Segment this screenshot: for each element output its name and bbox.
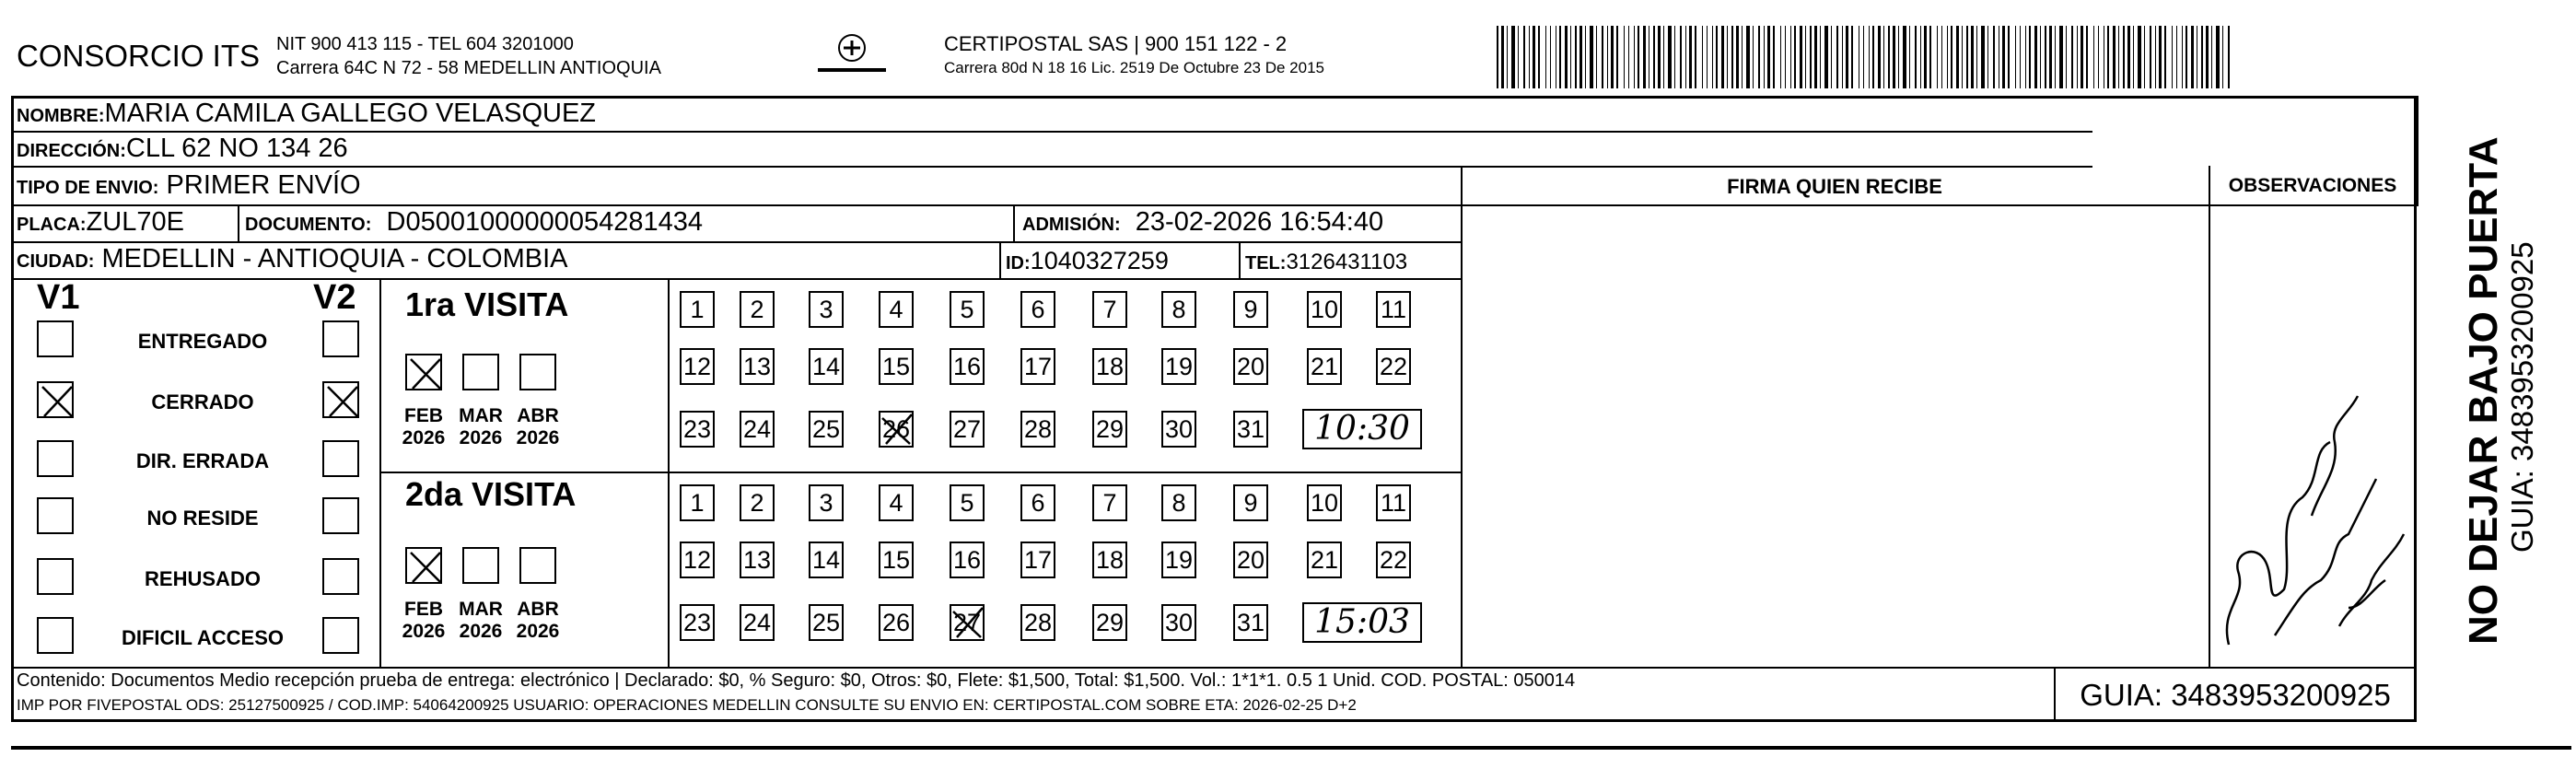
tipo-envio-value: PRIMER ENVÍO (166, 170, 361, 200)
ciudad-value: MEDELLIN - ANTIOQUIA - COLOMBIA (101, 244, 568, 274)
day-box[interactable]: 4 (879, 291, 914, 328)
day-box[interactable]: 28 (1020, 411, 1055, 448)
v2-checkbox[interactable] (322, 617, 359, 654)
day-box[interactable]: 4 (879, 484, 914, 521)
day-box[interactable]: 1 (680, 484, 715, 521)
day-box[interactable]: 18 (1092, 348, 1127, 385)
day-box[interactable]: 14 (809, 348, 844, 385)
day-box[interactable]: 2 (740, 484, 775, 521)
side-warning: NO DEJAR BAJO PUERTA (2461, 136, 2506, 645)
day-box[interactable]: 7 (1092, 484, 1127, 521)
month-label: ABR (517, 599, 559, 620)
day-box[interactable]: 10 (1307, 484, 1342, 521)
day-box[interactable]: 14 (809, 542, 844, 578)
month-year: 2026 (516, 427, 560, 448)
month-year: 2026 (459, 621, 503, 642)
barcode (1497, 26, 2233, 88)
day-box[interactable]: 8 (1161, 484, 1196, 521)
month-checkbox-abr[interactable] (519, 547, 556, 584)
month-label: FEB (404, 405, 443, 426)
tel-value: 3126431103 (1286, 250, 1408, 274)
day-box[interactable]: 19 (1161, 348, 1196, 385)
month-label: MAR (459, 405, 503, 426)
footer-content: Contenido: Documentos Medio recepción prueba de entrega: electrónico | Declarado: $0, % Seguro: $0, Otros: $0, Flete: $1,500, Total: $1,500. Vol.: 1*1*1. 0.5 1 Unid. COD. POSTAL: 050014 (17, 670, 1576, 691)
month-checkbox-mar[interactable] (462, 354, 499, 390)
v1-label: V1 (37, 278, 80, 317)
month-label: FEB (404, 599, 443, 620)
footer-print-info: IMP POR FIVEPOSTAL ODS: 25127500925 / COD.IMP: 54064200925 USUARIO: OPERACIONES MEDELLIN CONSULTE SU ENVIO EN: CERTIPOSTAL.COM SOBRE ETA: 2026-02-25 D+2 (17, 696, 1357, 714)
day-box[interactable]: 23 (680, 604, 715, 641)
v2-checkbox[interactable] (322, 558, 359, 595)
courier-name: CERTIPOSTAL SAS | 900 151 122 - 2 (944, 32, 1288, 55)
day-box[interactable]: 30 (1161, 604, 1196, 641)
day-box[interactable]: 17 (1020, 348, 1055, 385)
direccion-field: DIRECCIÓN:CLL 62 NO 134 26 (17, 134, 348, 163)
day-box[interactable]: 5 (950, 291, 985, 328)
day-box[interactable]: 6 (1020, 484, 1055, 521)
status-label: DIR. ERRADA (135, 449, 270, 472)
day-box[interactable]: 9 (1233, 291, 1268, 328)
month-checkbox-feb[interactable] (405, 354, 442, 390)
direccion-value: CLL 62 NO 134 26 (125, 134, 348, 163)
day-box[interactable]: 19 (1161, 542, 1196, 578)
day-box[interactable]: 16 (950, 348, 985, 385)
day-box[interactable]: 10 (1307, 291, 1342, 328)
visit1-title: 1ra VISITA (405, 285, 569, 323)
day-box[interactable]: 11 (1376, 291, 1411, 328)
day-box[interactable]: 26 (879, 604, 914, 641)
day-box[interactable]: 27 (950, 604, 985, 641)
admision-value: 23-02-2026 16:54:40 (1135, 207, 1384, 237)
handwritten-observation (2210, 332, 2413, 663)
month-checkbox-mar[interactable] (462, 547, 499, 584)
month-label: ABR (517, 405, 559, 426)
status-label: NO RESIDE (146, 507, 259, 530)
placa-field: PLACA:ZUL70E (17, 207, 184, 237)
day-box[interactable]: 30 (1161, 411, 1196, 448)
day-box[interactable]: 27 (950, 411, 985, 448)
day-box[interactable]: 22 (1376, 542, 1411, 578)
day-box[interactable]: 3 (809, 484, 844, 521)
v1-checkbox[interactable] (37, 497, 74, 534)
v2-checkbox[interactable] (322, 381, 359, 418)
day-box[interactable]: 13 (740, 348, 775, 385)
v2-label: V2 (313, 278, 356, 317)
id-value: 1040327259 (1030, 247, 1169, 274)
day-box[interactable]: 18 (1092, 542, 1127, 578)
day-box[interactable]: 17 (1020, 542, 1055, 578)
day-box[interactable]: 31 (1233, 604, 1268, 641)
bottom-rule (11, 746, 2571, 750)
day-box[interactable]: 8 (1161, 291, 1196, 328)
day-box[interactable]: 21 (1307, 348, 1342, 385)
day-box[interactable]: 25 (809, 411, 844, 448)
company-name: CONSORCIO ITS (17, 39, 261, 73)
day-box[interactable]: 20 (1233, 542, 1268, 578)
v2-checkbox[interactable] (322, 320, 359, 357)
status-label: DIFICIL ACCESO (121, 626, 284, 649)
visit2-title: 2da VISITA (405, 475, 577, 513)
tipo-envio-field: TIPO DE ENVIO: PRIMER ENVÍO (17, 170, 361, 200)
v1-checkbox[interactable] (37, 320, 74, 357)
day-box[interactable]: 15 (879, 542, 914, 578)
month-checkbox-abr[interactable] (519, 354, 556, 390)
month-year: 2026 (402, 427, 446, 448)
day-box[interactable]: 12 (680, 542, 715, 578)
company-address: Carrera 64C N 72 - 58 MEDELLIN ANTIOQUIA (276, 58, 661, 78)
day-box[interactable]: 20 (1233, 348, 1268, 385)
day-box[interactable]: 24 (740, 411, 775, 448)
day-box[interactable]: 5 (950, 484, 985, 521)
day-box[interactable]: 7 (1092, 291, 1127, 328)
nombre-field: NOMBRE:MARIA CAMILA GALLEGO VELASQUEZ (17, 99, 597, 128)
certipostal-logo (810, 31, 893, 81)
tel-field: TEL:3126431103 (1245, 250, 1408, 274)
company-nit: NIT 900 413 115 - TEL 604 3201000 (276, 34, 574, 54)
day-box[interactable]: 28 (1020, 604, 1055, 641)
v1-checkbox[interactable] (37, 617, 74, 654)
handwritten-time: 15:03 (1302, 602, 1422, 643)
v1-checkbox[interactable] (37, 381, 74, 418)
month-year: 2026 (516, 621, 560, 642)
month-year: 2026 (402, 621, 446, 642)
day-box[interactable]: 21 (1307, 542, 1342, 578)
observaciones-header: OBSERVACIONES (2228, 175, 2397, 196)
day-box[interactable]: 29 (1092, 604, 1127, 641)
nombre-value: MARIA CAMILA GALLEGO VELASQUEZ (104, 99, 597, 128)
day-box[interactable]: 2 (740, 291, 775, 328)
firma-header: FIRMA QUIEN RECIBE (1727, 175, 1942, 198)
placa-value: ZUL70E (86, 207, 184, 237)
day-box[interactable]: 3 (809, 291, 844, 328)
day-box[interactable]: 13 (740, 542, 775, 578)
day-box[interactable]: 22 (1376, 348, 1411, 385)
status-label: ENTREGADO (137, 330, 268, 353)
day-box[interactable]: 29 (1092, 411, 1127, 448)
month-year: 2026 (459, 427, 503, 448)
documento-value: D05001000000054281434 (386, 207, 704, 237)
v2-checkbox[interactable] (322, 440, 359, 477)
status-label: REHUSADO (145, 567, 261, 590)
day-box[interactable]: 24 (740, 604, 775, 641)
documento-field: DOCUMENTO: D05001000000054281434 (245, 207, 704, 237)
day-box[interactable]: 6 (1020, 291, 1055, 328)
id-field: ID:1040327259 (1006, 247, 1169, 274)
footer-guia: GUIA: 3483953200925 (2080, 678, 2391, 712)
day-box[interactable]: 11 (1376, 484, 1411, 521)
day-box[interactable]: 9 (1233, 484, 1268, 521)
v2-checkbox[interactable] (322, 497, 359, 534)
side-guia: GUIA: 3483953200925 (2505, 241, 2539, 553)
month-label: MAR (459, 599, 503, 620)
ciudad-field: CIUDAD: MEDELLIN - ANTIOQUIA - COLOMBIA (17, 244, 568, 274)
day-box[interactable]: 1 (680, 291, 715, 328)
day-box[interactable]: 16 (950, 542, 985, 578)
day-box[interactable]: 12 (680, 348, 715, 385)
v1-checkbox[interactable] (37, 558, 74, 595)
day-box[interactable]: 15 (879, 348, 914, 385)
v1-checkbox[interactable] (37, 440, 74, 477)
admision-field: ADMISIÓN: 23-02-2026 16:54:40 (1022, 207, 1384, 237)
courier-license: Carrera 80d N 18 16 Lic. 2519 De Octubre 23 De 2015 (944, 59, 1324, 76)
status-label: CERRADO (151, 390, 254, 413)
day-box[interactable]: 26 (879, 411, 914, 448)
handwritten-time: 10:30 (1302, 409, 1422, 449)
day-box[interactable]: 31 (1233, 411, 1268, 448)
day-box[interactable]: 23 (680, 411, 715, 448)
day-box[interactable]: 25 (809, 604, 844, 641)
month-checkbox-feb[interactable] (405, 547, 442, 584)
